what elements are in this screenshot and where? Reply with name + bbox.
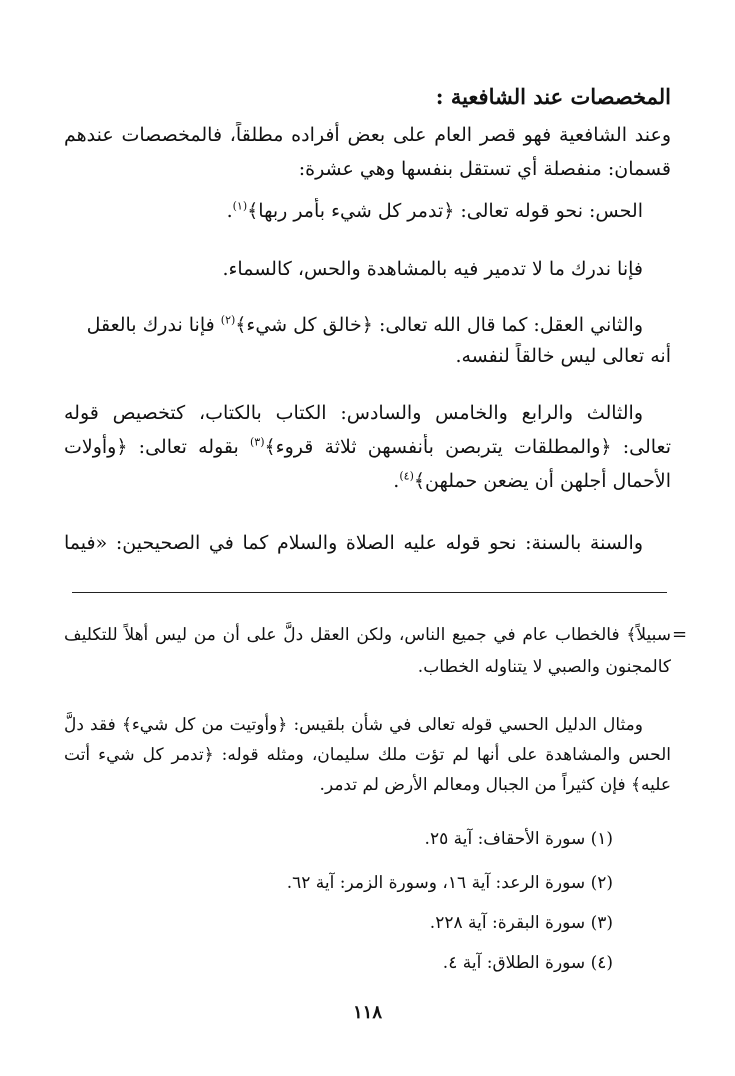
footnote-ref-1: (١)	[232, 199, 248, 213]
footnote-reference-3: (٣) سورة البقرة: آية ٢٢٨.	[429, 913, 613, 933]
body-paragraph-5-line-3	[64, 468, 671, 494]
page-number: ١١٨	[352, 1002, 382, 1023]
text-segment: بقوله تعالى: ﴿وأولات	[64, 436, 250, 458]
section-heading: المخصصات عند الشافعية :	[435, 84, 671, 109]
footnote-example-line-2: الحس والمشاهدة على أنها لم تؤت ملك سليمان، ومثله قوله: ﴿تدمر كل شيء أتت	[64, 745, 671, 765]
body-paragraph-4-line-1	[64, 312, 643, 338]
body-paragraph-5-line-1: والثالث والرابع والخامس والسادس: الكتاب بالكتاب، كتخصيص قوله	[64, 402, 643, 424]
body-paragraph-2-line-1	[64, 198, 643, 224]
footnote-reference-1: (١) سورة الأحقاف: آية ٢٥.	[424, 829, 613, 849]
footnote-reference-2: (٢) سورة الرعد: آية ١٦، وسورة الزمر: آية ٦٢.	[286, 873, 613, 893]
continuation-mark: =	[672, 624, 688, 645]
text-segment: والثاني العقل: كما قال الله تعالى: ﴿خالق كل شيء﴾	[235, 314, 643, 336]
body-paragraph-3-line-1: فإنا ندرك ما لا تدمير فيه بالمشاهدة والحس، كالسماء.	[222, 258, 643, 280]
body-paragraph-1-line-1: وعند الشافعية فهو قصر العام على بعض أفراده مطلقاً، فالمخصصات عندهم	[64, 124, 671, 146]
footnote-ref-3: (٣)	[250, 435, 265, 449]
body-paragraph-1-line-2: قسمان: منفصلة أي تستقل بنفسها وهي عشرة:	[298, 158, 671, 180]
body-paragraph-6-line-1: والسنة بالسنة: نحو قوله عليه الصلاة والسلام كما في الصحيحين: «فيما	[64, 532, 643, 554]
text-segment: الحس: نحو قوله تعالى: ﴿تدمر كل شيء بأمر ربها﴾	[247, 200, 643, 222]
text-segment: الأحمال أجلهن أن يضعن حملهن﴾	[413, 470, 671, 492]
text-segment: فإنا ندرك بالعقل	[86, 314, 221, 336]
text-segment: تعالى: ﴿والمطلقات يتربصن بأنفسهن ثلاثة قروء﴾	[264, 436, 671, 458]
body-paragraph-5-line-2	[64, 434, 671, 460]
text-segment: .	[226, 200, 233, 222]
text-segment: .	[393, 470, 400, 492]
footnote-reference-4: (٤) سورة الطلاق: آية ٤.	[442, 953, 613, 973]
footnote-ref-4: (٤)	[399, 469, 414, 483]
footnote-divider	[72, 592, 667, 593]
footnote-continuation-line-2: كالمجنون والصبي لا يتناوله الخطاب.	[417, 657, 671, 677]
footnote-ref-2: (٢)	[220, 313, 236, 327]
footnote-example-line-3: عليه﴾ فإن كثيراً من الجبال ومعالم الأرض لم تدمر.	[319, 775, 671, 795]
body-paragraph-4-line-2: أنه تعالى ليس خالقاً لنفسه.	[455, 345, 671, 367]
footnote-continuation-line-1: سبيلاً﴾ فالخطاب عام في جميع الناس، ولكن العقل دلَّ على أن من ليس أهلاً للتكليف	[64, 625, 671, 645]
footnote-example-line-1: ومثال الدليل الحسي قوله تعالى في شأن بلقيس: ﴿وأوتيت من كل شيء﴾ فقد دلَّ	[64, 715, 643, 735]
